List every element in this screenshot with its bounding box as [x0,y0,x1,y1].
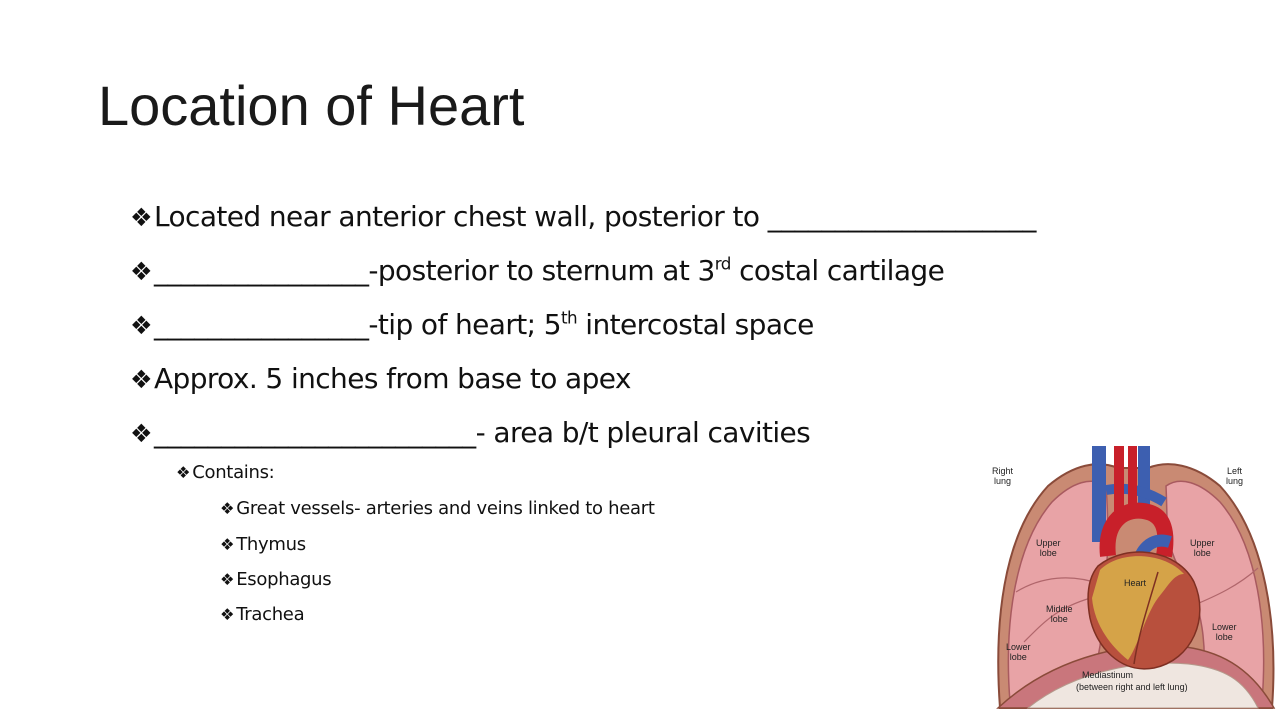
bullet-diamond-icon: ❖ [130,419,152,448]
slide-title: Location of Heart [98,74,525,137]
label-lower-lobe-right: Lower lobe [1006,642,1031,662]
bullet-apex-location: ❖________________-tip of heart; 5th intercostal space [130,307,814,341]
label-upper-lobe-left: Upper lobe [1190,538,1215,558]
sub-sub-bullet-esophagus: ❖ Esophagus [220,569,332,590]
label-left-lung: Left lung [1226,466,1244,486]
bullet-diamond-icon: ❖ [220,605,235,624]
bullet-diamond-icon: ❖ [220,499,235,518]
carotid-artery-right [1114,446,1124,516]
bullet-anterior-chest-wall: ❖Located near anterior chest wall, posterior to ____________________ [130,200,1036,233]
sub-sub-bullet-thymus: ❖ Thymus [220,534,306,555]
bullet-diamond-icon: ❖ [130,257,152,286]
sub-bullet-contains: ❖ Contains: [176,462,275,483]
bullet-base-location: ❖________________-posterior to sternum at 3rd costal cartilage [130,253,945,287]
label-middle-lobe: Middle lobe [1046,604,1073,624]
bullet-diamond-icon: ❖ [130,311,152,340]
sub-sub-bullet-great-vessels: ❖ Great vessels- arteries and veins linked to heart [220,498,655,519]
sub-sub-bullet-trachea: ❖ Trachea [220,604,305,625]
label-lower-lobe-left: Lower lobe [1212,622,1237,642]
thoracic-cavity-illustration [988,446,1280,714]
label-heart: Heart [1124,578,1147,588]
bullet-diamond-icon: ❖ [130,365,152,394]
label-right-lung: Right lung [992,466,1014,486]
label-upper-lobe-right: Upper lobe [1036,538,1061,558]
bullet-diamond-icon: ❖ [220,535,235,554]
bullet-diamond-icon: ❖ [130,203,152,232]
bullet-diamond-icon: ❖ [220,570,235,589]
bullet-diamond-icon: ❖ [176,463,191,482]
label-mediastinum: Mediastinum [1082,670,1134,680]
bullet-mediastinum: ❖________________________- area b/t pleural cavities [130,416,811,449]
label-mediastinum-note: (between right and left lung) [1076,682,1188,692]
bullet-base-to-apex: ❖Approx. 5 inches from base to apex [130,362,631,395]
